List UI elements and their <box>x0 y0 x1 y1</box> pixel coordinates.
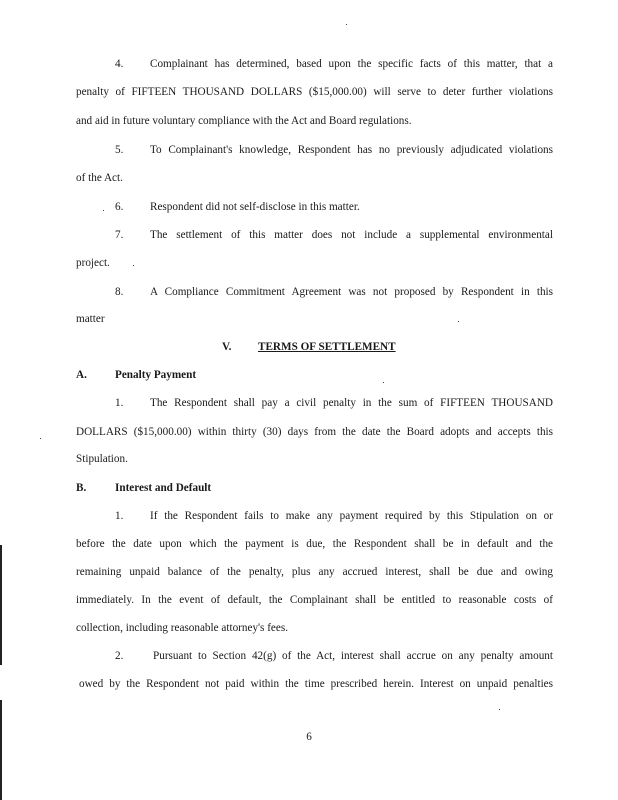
b1-line-2: before the date upon which the payment is due, the Respondent shall be in default and the <box>76 538 553 550</box>
page-number: 6 <box>306 731 312 743</box>
section-title: TERMS OF SETTLEMENT <box>258 341 396 353</box>
scan-speck <box>133 265 134 266</box>
b2-line-2: owed by the Respondent not paid within the time prescribed herein. Interest on unpaid penalties <box>79 678 553 690</box>
para-4-line-2: penalty of FIFTEEN THOUSAND DOLLARS ($15,000.00) will serve to deter further violations <box>76 86 553 98</box>
scan-speck <box>458 321 459 322</box>
para-7-line-1: The settlement of this matter does not include a supplemental environmental <box>150 229 553 241</box>
scan-speck <box>40 438 41 439</box>
para-5-number: 5. <box>115 144 124 156</box>
scan-speck <box>103 210 104 211</box>
para-5-line-1: To Complainant's knowledge, Respondent has no previously adjudicated violations <box>150 144 553 156</box>
para-8-number: 8. <box>115 286 124 298</box>
b1-line-4: immediately. In the event of default, the Complainant shall be entitled to reasonable costs of <box>76 594 553 606</box>
b1-line-1: If the Respondent fails to make any payment required by this Stipulation on or <box>150 510 553 522</box>
b2-number: 2. <box>115 650 124 662</box>
para-6-number: 6. <box>115 201 124 213</box>
para-6-line-1: Respondent did not self-disclose in this matter. <box>150 201 360 213</box>
para-4-line-3: and aid in future voluntary compliance with the Act and Board regulations. <box>76 115 412 127</box>
para-8-line-1: A Compliance Commitment Agreement was not proposed by Respondent in this <box>150 286 553 298</box>
para-7-line-2: project. <box>76 257 110 269</box>
section-number: V. <box>222 341 232 353</box>
para-8-line-2: matter <box>76 313 105 325</box>
a1-line-2: DOLLARS ($15,000.00) within thirty (30) days from the date the Board adopts and accepts this <box>76 426 553 438</box>
scan-edge-mark <box>0 700 2 800</box>
subheading-b-letter: B. <box>76 482 87 494</box>
a1-line-3: Stipulation. <box>76 453 128 465</box>
scan-speck <box>383 382 384 383</box>
a1-line-1: The Respondent shall pay a civil penalty in the sum of FIFTEEN THOUSAND <box>150 397 553 409</box>
para-7-number: 7. <box>115 229 124 241</box>
b1-number: 1. <box>115 510 124 522</box>
para-4-number: 4. <box>115 58 124 70</box>
scan-speck <box>346 24 347 25</box>
b1-line-5: collection, including reasonable attorney's fees. <box>76 622 289 634</box>
subheading-b-title: Interest and Default <box>115 482 212 494</box>
subheading-a-letter: A. <box>76 369 87 381</box>
subheading-a-title: Penalty Payment <box>115 369 197 381</box>
para-5-line-2: of the Act. <box>76 172 123 184</box>
scan-edge-mark <box>0 545 2 665</box>
b1-line-3: remaining unpaid balance of the penalty, plus any accrued interest, shall be due and owing <box>76 566 553 578</box>
scan-speck <box>499 709 500 710</box>
a1-number: 1. <box>115 397 124 409</box>
b2-line-1: Pursuant to Section 42(g) of the Act, interest shall accrue on any penalty amount <box>153 650 553 662</box>
para-4-line-1: Complainant has determined, based upon the specific facts of this matter, that a <box>150 58 553 70</box>
